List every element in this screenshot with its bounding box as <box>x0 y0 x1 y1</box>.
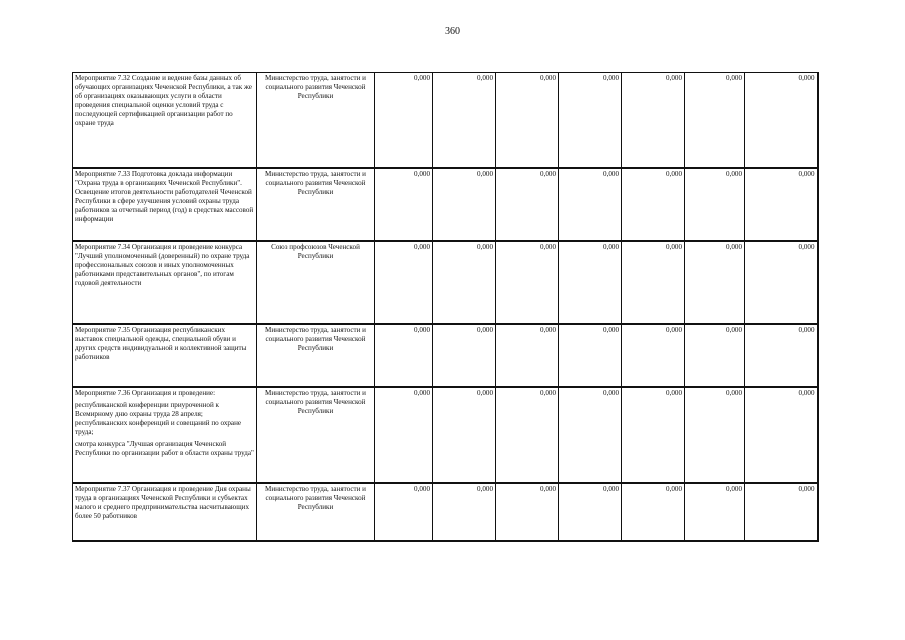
event-text-line: Мероприятие 7.37 Организация и проведение Дня охраны труда в организациях Чеченской Республики и субъектах малого и среднего предпринимательства насчитывающих более 50 работников <box>75 484 251 520</box>
event-cell <box>73 387 257 483</box>
event-description <box>75 389 254 459</box>
funding-value-cell: 0,000 <box>685 168 745 241</box>
event-text-line: Мероприятие 7.33 Подготовка доклада информации "Охрана труда в организациях Чеченской Республики". Освещение итогов деятельности работодателей Чеченской Республики в сфере улучшения условий охраны труда работников за отчетный период (год) в средствах массовой информации <box>75 169 254 223</box>
executor-cell: Министерство труда, занятости и социального развития Чеченской Республики <box>257 73 375 168</box>
event-cell <box>73 73 257 168</box>
funding-value-cell: 0,000 <box>622 324 685 387</box>
funding-value-cell: 0,000 <box>622 241 685 324</box>
table-row <box>73 483 818 541</box>
funding-value-cell: 0,000 <box>685 483 745 541</box>
funding-value-cell: 0,000 <box>622 73 685 168</box>
funding-value-cell: 0,000 <box>622 483 685 541</box>
page-number: 360 <box>445 26 460 37</box>
event-cell <box>73 241 257 324</box>
funding-value-cell: 0,000 <box>375 324 433 387</box>
funding-value-cell: 0,000 <box>433 483 496 541</box>
funding-value-cell: 0,000 <box>559 483 622 541</box>
funding-value-cell: 0,000 <box>375 241 433 324</box>
funding-value-cell: 0,000 <box>433 324 496 387</box>
funding-value-cell: 0,000 <box>375 387 433 483</box>
event-description <box>75 170 254 224</box>
executor-cell: Министерство труда, занятости и социального развития Чеченской Республики <box>257 483 375 541</box>
funding-value-cell: 0,000 <box>559 387 622 483</box>
funding-value-cell: 0,000 <box>559 241 622 324</box>
funding-value-cell: 0,000 <box>685 324 745 387</box>
executor-cell: Министерство труда, занятости и социального развития Чеченской Республики <box>257 387 375 483</box>
funding-value-cell: 0,000 <box>496 73 559 168</box>
funding-value-cell: 0,000 <box>433 168 496 241</box>
funding-value-cell: 0,000 <box>496 387 559 483</box>
funding-value-cell: 0,000 <box>622 168 685 241</box>
funding-value-cell: 0,000 <box>375 73 433 168</box>
funding-value-cell: 0,000 <box>745 168 818 241</box>
event-text-line: Мероприятие 7.34 Организация и проведение конкурса "Лучший уполномоченный (доверенный) по охране труда профессиональных союзов и иных уполномоченных работниками представительных органов", по итогам годовой деятельности <box>75 242 250 287</box>
funding-value-cell: 0,000 <box>375 168 433 241</box>
event-text-line: Мероприятие 7.32 Создание и ведение базы данных об обучающих организациях Чеченской Республики, а так же об организациях оказывающих услуги в области проведения специальной оценки условий труда с последующей сертификацией организации работ по охране труда <box>75 74 252 128</box>
executor-cell: Союз профсоюзов Чеченской Республики <box>257 241 375 324</box>
event-cell <box>73 168 257 241</box>
table-row <box>73 73 818 168</box>
funding-value-cell: 0,000 <box>433 387 496 483</box>
event-cell <box>73 324 257 387</box>
program-events-table <box>72 72 819 542</box>
funding-value-cell: 0,000 <box>685 387 745 483</box>
funding-value-cell: 0,000 <box>559 73 622 168</box>
event-text-line: смотра конкурса "Лучшая организация Чеченской Республики по организации работ в области охраны труда" <box>75 439 254 457</box>
funding-value-cell: 0,000 <box>622 387 685 483</box>
funding-value-cell: 0,000 <box>745 73 818 168</box>
executor-cell: Министерство труда, занятости и социального развития Чеченской Республики <box>257 168 375 241</box>
event-description <box>75 74 254 128</box>
table-row <box>73 324 818 387</box>
table-row <box>73 241 818 324</box>
funding-value-cell: 0,000 <box>496 241 559 324</box>
event-description <box>75 485 254 521</box>
funding-value-cell: 0,000 <box>496 483 559 541</box>
funding-value-cell: 0,000 <box>375 483 433 541</box>
funding-value-cell: 0,000 <box>496 324 559 387</box>
funding-value-cell: 0,000 <box>559 168 622 241</box>
event-text-line: республиканской конференции приуроченной к Всемирному дню охраны труда 28 апреля; республиканских конференций и совещаний по охране труда; <box>75 400 242 436</box>
event-description <box>75 326 254 362</box>
funding-value-cell: 0,000 <box>745 324 818 387</box>
funding-value-cell: 0,000 <box>745 483 818 541</box>
funding-value-cell: 0,000 <box>685 241 745 324</box>
event-description <box>75 243 254 288</box>
funding-value-cell: 0,000 <box>433 73 496 168</box>
table-row <box>73 387 818 483</box>
event-text-line: Мероприятие 7.35 Организация республиканских выставок специальной одежды, специальной обуви и других средств индивидуальной и коллективной защиты работников <box>75 325 247 361</box>
table-row <box>73 168 818 241</box>
funding-value-cell: 0,000 <box>685 73 745 168</box>
funding-value-cell: 0,000 <box>496 168 559 241</box>
event-cell <box>73 483 257 541</box>
funding-value-cell: 0,000 <box>433 241 496 324</box>
executor-cell: Министерство труда, занятости и социального развития Чеченской Республики <box>257 324 375 387</box>
funding-value-cell: 0,000 <box>559 324 622 387</box>
event-text-line: Мероприятие 7.36 Организация и проведение: <box>75 388 216 397</box>
funding-value-cell: 0,000 <box>745 241 818 324</box>
funding-value-cell: 0,000 <box>745 387 818 483</box>
